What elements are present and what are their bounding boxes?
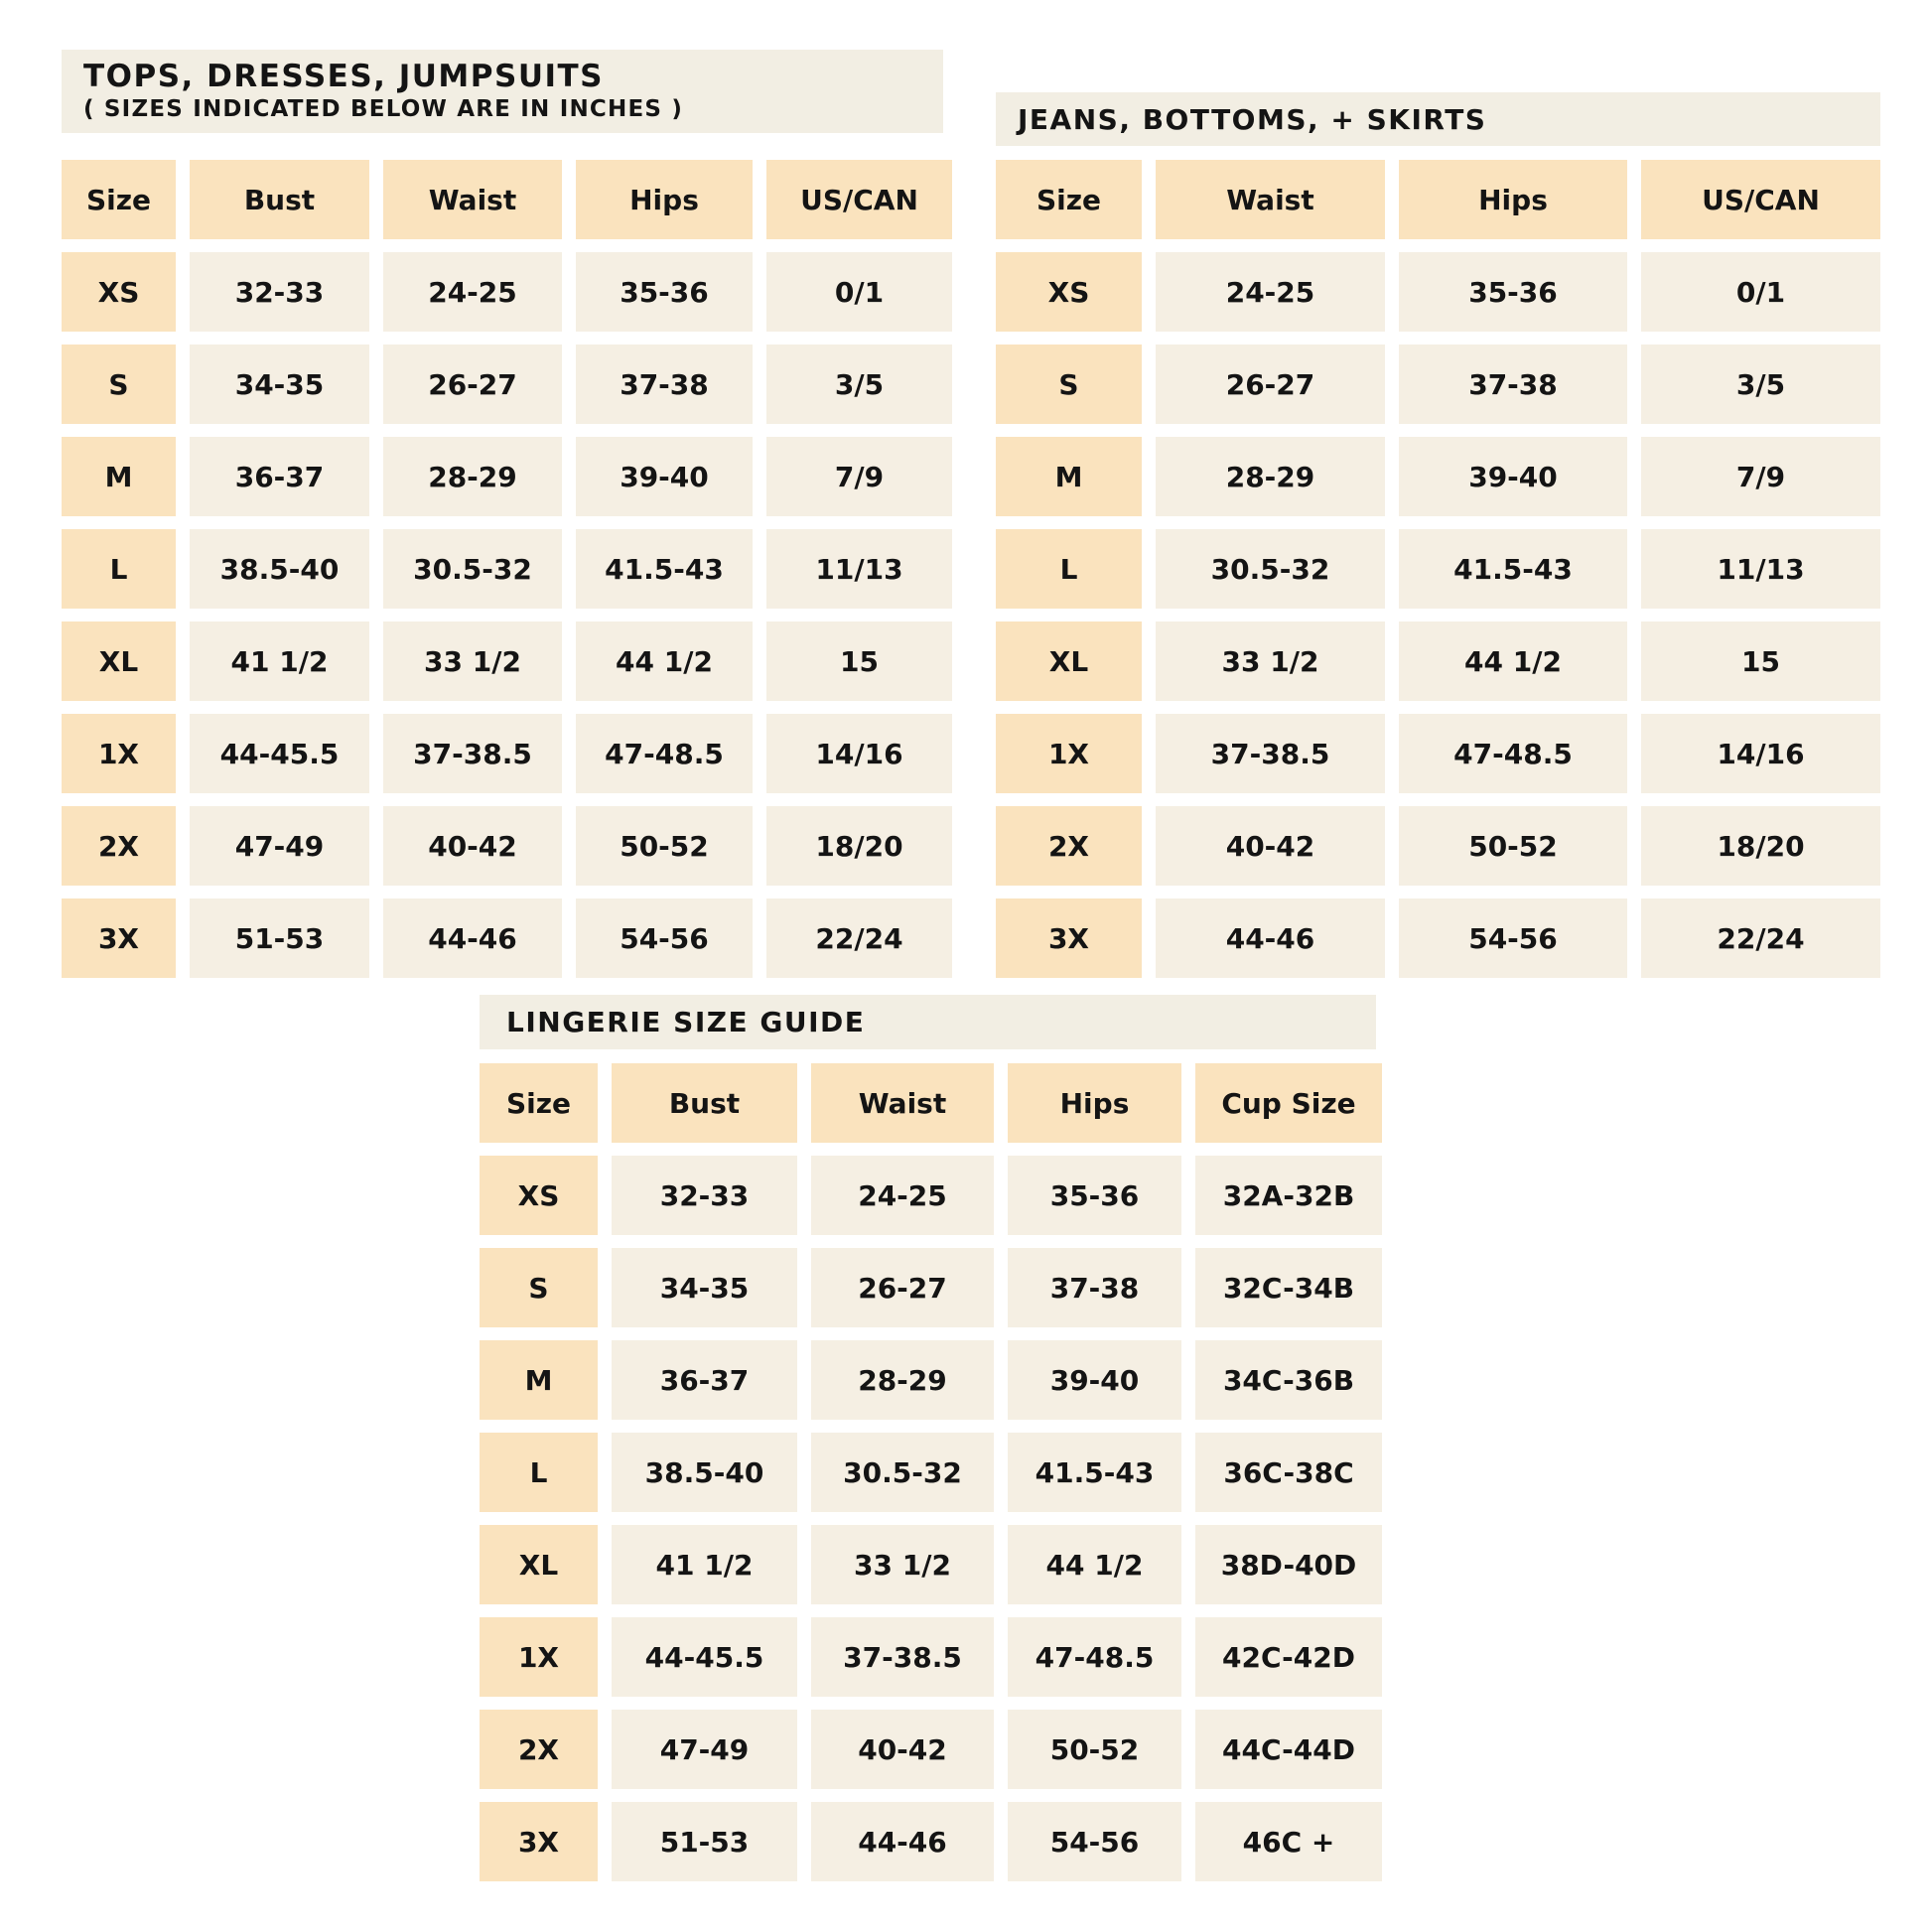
data-cell-m-waist: 28-29 — [811, 1340, 994, 1420]
size-cell-l: L — [62, 529, 176, 609]
data-cell-xs-hips: 35-36 — [1008, 1156, 1181, 1235]
column-header-waist: Waist — [811, 1063, 994, 1143]
size-cell-m: M — [62, 437, 176, 516]
data-cell-1x-cup-size: 42C-42D — [1195, 1617, 1382, 1697]
size-cell-1x: 1X — [480, 1617, 598, 1697]
data-cell-2x-waist: 40-42 — [811, 1710, 994, 1789]
data-cell-s-hips: 37-38 — [1399, 345, 1627, 424]
data-cell-l-hips: 41.5-43 — [1008, 1433, 1181, 1512]
data-cell-s-hips: 37-38 — [576, 345, 753, 424]
data-cell-2x-us-can: 18/20 — [766, 806, 952, 886]
data-cell-2x-bust: 47-49 — [190, 806, 369, 886]
data-cell-1x-bust: 44-45.5 — [612, 1617, 797, 1697]
data-cell-xl-us-can: 15 — [766, 621, 952, 701]
data-cell-s-bust: 34-35 — [612, 1248, 797, 1327]
data-cell-3x-us-can: 22/24 — [1641, 898, 1880, 978]
data-cell-xs-bust: 32-33 — [190, 252, 369, 332]
column-header-us-can: US/CAN — [1641, 160, 1880, 239]
data-cell-2x-waist: 40-42 — [383, 806, 562, 886]
size-cell-2x: 2X — [996, 806, 1142, 886]
data-cell-xs-us-can: 0/1 — [1641, 252, 1880, 332]
data-cell-l-bust: 38.5-40 — [612, 1433, 797, 1512]
tops-table-title: TOPS, DRESSES, JUMPSUITS — [83, 58, 605, 94]
data-cell-xs-hips: 35-36 — [576, 252, 753, 332]
data-cell-xl-cup-size: 38D-40D — [1195, 1525, 1382, 1604]
lingerie-table-title: LINGERIE SIZE GUIDE — [506, 1006, 866, 1038]
size-cell-2x: 2X — [480, 1710, 598, 1789]
data-cell-l-hips: 41.5-43 — [576, 529, 753, 609]
jeans-table-title-block — [996, 92, 1880, 146]
size-cell-xs: XS — [62, 252, 176, 332]
data-cell-m-bust: 36-37 — [612, 1340, 797, 1420]
lingerie-table-title-block — [480, 995, 1376, 1049]
data-cell-s-waist: 26-27 — [383, 345, 562, 424]
data-cell-3x-hips: 54-56 — [1008, 1802, 1181, 1881]
data-cell-1x-hips: 47-48.5 — [1008, 1617, 1181, 1697]
data-cell-m-waist: 28-29 — [383, 437, 562, 516]
data-cell-1x-hips: 47-48.5 — [576, 714, 753, 793]
data-cell-3x-bust: 51-53 — [190, 898, 369, 978]
data-cell-2x-hips: 50-52 — [1399, 806, 1627, 886]
data-cell-s-hips: 37-38 — [1008, 1248, 1181, 1327]
size-cell-m: M — [996, 437, 1142, 516]
data-cell-l-us-can: 11/13 — [1641, 529, 1880, 609]
jeans-size-table — [996, 160, 1880, 978]
lingerie-size-table — [480, 1063, 1382, 1881]
tops-table-subtitle: ( SIZES INDICATED BELOW ARE IN INCHES ) — [83, 96, 684, 123]
data-cell-xs-bust: 32-33 — [612, 1156, 797, 1235]
size-cell-1x: 1X — [62, 714, 176, 793]
data-cell-2x-bust: 47-49 — [612, 1710, 797, 1789]
size-cell-3x: 3X — [480, 1802, 598, 1881]
data-cell-l-waist: 30.5-32 — [1156, 529, 1385, 609]
data-cell-xl-us-can: 15 — [1641, 621, 1880, 701]
data-cell-l-us-can: 11/13 — [766, 529, 952, 609]
data-cell-1x-us-can: 14/16 — [1641, 714, 1880, 793]
data-cell-xl-hips: 44 1/2 — [1008, 1525, 1181, 1604]
tops-table-title-block — [62, 50, 943, 133]
data-cell-xl-hips: 44 1/2 — [1399, 621, 1627, 701]
data-cell-3x-hips: 54-56 — [576, 898, 753, 978]
column-header-cup-size: Cup Size — [1195, 1063, 1382, 1143]
column-header-hips: Hips — [1008, 1063, 1181, 1143]
size-cell-3x: 3X — [62, 898, 176, 978]
size-cell-1x: 1X — [996, 714, 1142, 793]
size-cell-xl: XL — [996, 621, 1142, 701]
data-cell-2x-cup-size: 44C-44D — [1195, 1710, 1382, 1789]
data-cell-m-hips: 39-40 — [1008, 1340, 1181, 1420]
data-cell-xl-waist: 33 1/2 — [383, 621, 562, 701]
column-header-size: Size — [480, 1063, 598, 1143]
data-cell-2x-hips: 50-52 — [576, 806, 753, 886]
size-cell-3x: 3X — [996, 898, 1142, 978]
data-cell-2x-waist: 40-42 — [1156, 806, 1385, 886]
column-header-waist: Waist — [383, 160, 562, 239]
data-cell-m-us-can: 7/9 — [1641, 437, 1880, 516]
size-cell-l: L — [480, 1433, 598, 1512]
data-cell-1x-us-can: 14/16 — [766, 714, 952, 793]
data-cell-3x-waist: 44-46 — [1156, 898, 1385, 978]
size-cell-m: M — [480, 1340, 598, 1420]
data-cell-1x-waist: 37-38.5 — [811, 1617, 994, 1697]
column-header-waist: Waist — [1156, 160, 1385, 239]
data-cell-xs-cup-size: 32A-32B — [1195, 1156, 1382, 1235]
data-cell-3x-cup-size: 46C + — [1195, 1802, 1382, 1881]
data-cell-m-cup-size: 34C-36B — [1195, 1340, 1382, 1420]
data-cell-xl-hips: 44 1/2 — [576, 621, 753, 701]
data-cell-s-us-can: 3/5 — [1641, 345, 1880, 424]
data-cell-xs-hips: 35-36 — [1399, 252, 1627, 332]
data-cell-l-bust: 38.5-40 — [190, 529, 369, 609]
data-cell-xs-us-can: 0/1 — [766, 252, 952, 332]
column-header-hips: Hips — [1399, 160, 1627, 239]
size-cell-xl: XL — [480, 1525, 598, 1604]
data-cell-s-waist: 26-27 — [1156, 345, 1385, 424]
data-cell-3x-waist: 44-46 — [811, 1802, 994, 1881]
data-cell-s-us-can: 3/5 — [766, 345, 952, 424]
column-header-us-can: US/CAN — [766, 160, 952, 239]
data-cell-3x-us-can: 22/24 — [766, 898, 952, 978]
data-cell-m-bust: 36-37 — [190, 437, 369, 516]
column-header-size: Size — [62, 160, 176, 239]
tops-size-table — [62, 160, 952, 978]
data-cell-m-waist: 28-29 — [1156, 437, 1385, 516]
data-cell-xl-bust: 41 1/2 — [612, 1525, 797, 1604]
data-cell-xs-waist: 24-25 — [811, 1156, 994, 1235]
data-cell-xs-waist: 24-25 — [1156, 252, 1385, 332]
data-cell-l-cup-size: 36C-38C — [1195, 1433, 1382, 1512]
size-cell-xs: XS — [480, 1156, 598, 1235]
data-cell-m-hips: 39-40 — [576, 437, 753, 516]
data-cell-xs-waist: 24-25 — [383, 252, 562, 332]
size-cell-2x: 2X — [62, 806, 176, 886]
data-cell-1x-waist: 37-38.5 — [1156, 714, 1385, 793]
data-cell-xl-waist: 33 1/2 — [811, 1525, 994, 1604]
data-cell-3x-hips: 54-56 — [1399, 898, 1627, 978]
data-cell-m-hips: 39-40 — [1399, 437, 1627, 516]
data-cell-2x-us-can: 18/20 — [1641, 806, 1880, 886]
data-cell-l-waist: 30.5-32 — [811, 1433, 994, 1512]
data-cell-2x-hips: 50-52 — [1008, 1710, 1181, 1789]
column-header-hips: Hips — [576, 160, 753, 239]
data-cell-s-cup-size: 32C-34B — [1195, 1248, 1382, 1327]
data-cell-s-bust: 34-35 — [190, 345, 369, 424]
data-cell-xl-bust: 41 1/2 — [190, 621, 369, 701]
size-cell-s: S — [62, 345, 176, 424]
data-cell-1x-bust: 44-45.5 — [190, 714, 369, 793]
data-cell-3x-bust: 51-53 — [612, 1802, 797, 1881]
data-cell-l-hips: 41.5-43 — [1399, 529, 1627, 609]
size-cell-l: L — [996, 529, 1142, 609]
data-cell-s-waist: 26-27 — [811, 1248, 994, 1327]
column-header-bust: Bust — [612, 1063, 797, 1143]
size-cell-xl: XL — [62, 621, 176, 701]
size-cell-s: S — [480, 1248, 598, 1327]
column-header-bust: Bust — [190, 160, 369, 239]
data-cell-l-waist: 30.5-32 — [383, 529, 562, 609]
data-cell-m-us-can: 7/9 — [766, 437, 952, 516]
data-cell-3x-waist: 44-46 — [383, 898, 562, 978]
column-header-size: Size — [996, 160, 1142, 239]
size-cell-s: S — [996, 345, 1142, 424]
data-cell-xl-waist: 33 1/2 — [1156, 621, 1385, 701]
data-cell-1x-waist: 37-38.5 — [383, 714, 562, 793]
size-cell-xs: XS — [996, 252, 1142, 332]
jeans-table-title: JEANS, BOTTOMS, + SKIRTS — [1018, 102, 1487, 136]
data-cell-1x-hips: 47-48.5 — [1399, 714, 1627, 793]
